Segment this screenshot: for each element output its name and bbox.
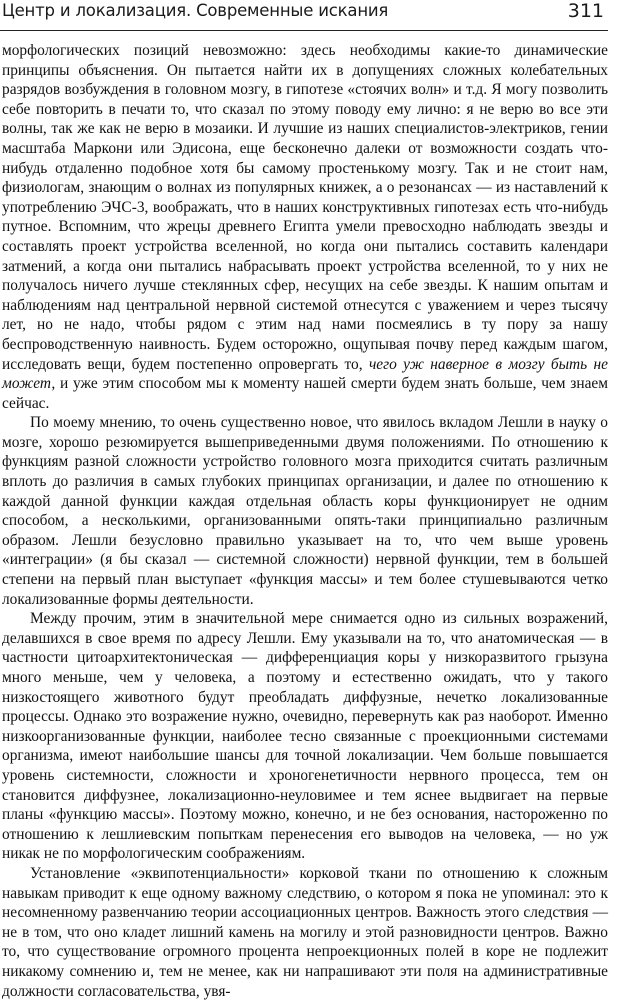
paragraph-1-text-start: морфологических позиций невозможно: здесь необходимы какие-то динамические принципы объяснения. Он пытается найти их в допущениях сложных колебательных разрядов возбуждения в головном мозгу, в гипотезе «стоячих волн» и т.д. Я могу позволить себе повторить в печати то, что сказал по этому поводу ему лично: я не верю во все эти волны, так же как не верю в мозаики. И лучшие из наших специалистов-электриков, гении масштаба Маркони или Эдисона, еще бесконечно далеки от возможности создать что-нибудь отдаленно подобное хотя бы самому простенькому мозгу. Так и не стоит нам, физиологам, знающим о волнах из популярных книжек, а о резонансах — из наставлений к употреблению ЭЧС-3, воображать, что в наших конструктивных гипотезах есть что-нибудь путное. Вспомним, что жрецы древнего Египта умели превосходно наблюдать звезды и составлять проект устройства вселенной, но когда они пытались составить календари затмений, а когда они пытались набрасывать проект устройства вселенной, то у них не получалось ничего лучше стеклянных сфер, несущих на себе звезды. К нашим опытам и наблюдениям над центральной нервной системой отнесутся с уважением и через тысячу лет, но не надо, чтобы рядом с этим над нами посмеялись в ту пору за нашу беспроводственную наивность. Будем осторожно, ощупывая почву перед каждым шагом, исследовать вещи, будем постепенно опровергать то,	[2, 42, 608, 373]
paragraph-3: Между прочим, этим в значительной мере снимается одно из сильных возражений, делавшихся в свое время по адресу Лешли. Ему указывали на то, что анатомическая — в частности цитоархитектоническая — дифференциация коры у низкоразвитого грызуна много меньше, чем у человека, а поэтому и естественно ожидать, что у такого низкостоящего животного будут преобладать диффузные, нечетко локализованные процессы. Однако это возражение нужно, очевидно, перевернуть как раз наоборот. Именно низкоорганизованные функции, наиболее тесно связанные с проекционными системами организма, имеют наибольшие шансы для точной локализации. Чем больше повышается уровень системности, сложности и хроногенетичности нервного процесса, тем он становится диффузнее, локализационно-неуловимее и тем яснее выдвигает на первые планы «функцию массы». Поэтому можно, конечно, и не без основания, настороженно по отношению к лешлиевским попыткам перенесения его выводов на человека, — но уж никак не по морфологическим соображениям.	[2, 610, 608, 863]
body-text	[2, 41, 608, 1001]
page-number: 311	[567, 0, 604, 22]
running-header	[0, 0, 608, 31]
paragraph-1	[2, 41, 608, 413]
paragraph-1-text-end: и уже этим способом мы к моменту нашей смерти будем знать больше, чем знаем сейчас.	[2, 375, 608, 412]
running-header-title: Центр и локализация. Современные искания	[2, 1, 389, 20]
italic-emphasis: чего уж наверное в мозгу быть не может,	[2, 355, 608, 393]
paragraph-4: Установление «эквипотенциальности» корковой ткани по отношению к сложным навыкам приводит к еще одному важному следствию, о котором я пока не упоминал: это к несомненному развенчанию теории ассоциационных центров. Важность этого следствия — не в том, что оно кладет лишний камень на могилу и этой разновидности центров. Важно то, что существование огромного процента непроекционных полей в коре не подлежит никакому сомнению и, тем не менее, как ни напрашивают эти поля на административные должности согласовательства, увя-	[2, 864, 608, 1000]
paragraph-2: По моему мнению, то очень существенно новое, что явилось вкладом Лешли в науку о мозге, хорошо резюмируется вышеприведенными двумя положениями. По отношению к функциям разной сложности устройство головного мозга приходится считать различным вплоть до различия в самых глубоких принципах организации, и далее по отношению к каждой данной функции каждая отдельная область коры функционирует не одним способом, а несколькими, организованными опять-таки принципиально различным образом. Лешли безусловно правильно указывает на то, что чем выше уровень «интеграции» (я бы сказал — системной сложности) нервной функции, тем в большей степени на первый план выступает «функция массы» и тем более стушевываются четко локализованные формы деятельности.	[2, 414, 608, 608]
